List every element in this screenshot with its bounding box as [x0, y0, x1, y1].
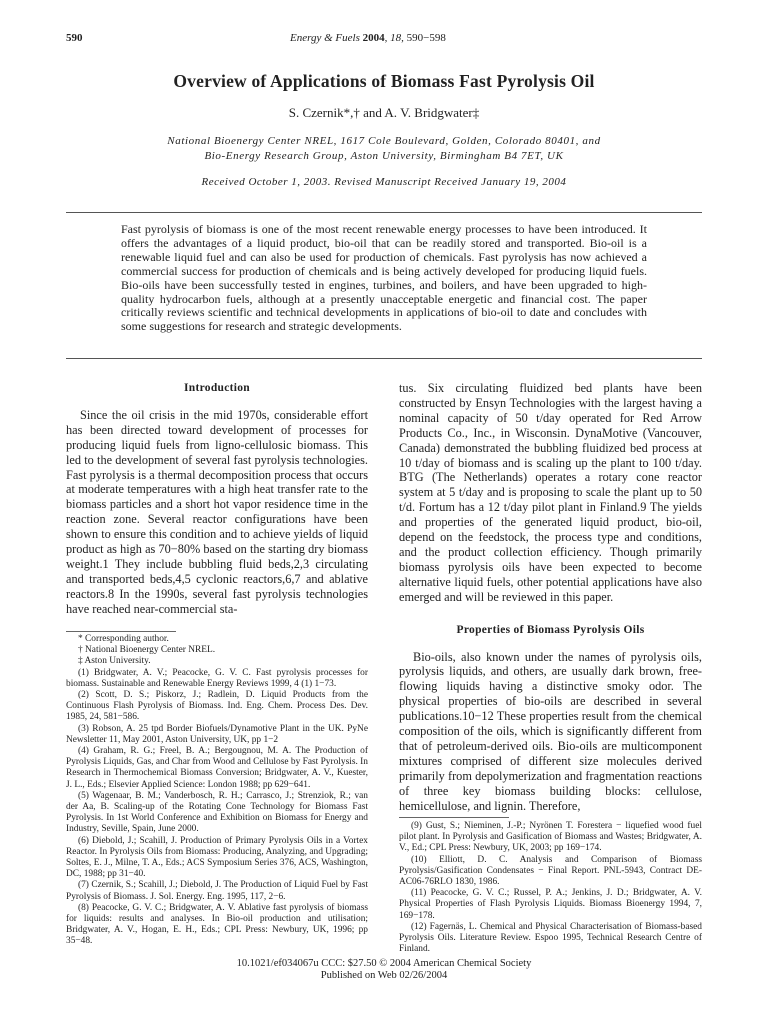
reference-7: (7) Czernik, S.; Scahill, J.; Diebold, J. The Production of Liquid Fuel by Fast Pyrolysis of Biomass. J. Sol. Energy. Eng. 1995, 117, 2−6. — [66, 880, 368, 902]
journal-citation: Energy & Fuels 2004, 18, 590−598 — [290, 32, 446, 44]
left-column — [66, 381, 368, 617]
reference-11: (11) Peacocke, G. V. C.; Russel, P. A.; Jenkins, J. D.; Bridgwater, A. V. Physical Properties of Flash Pyrolysis Liquids. Biomass Bioenergy 1994, 7, 169−178. — [399, 888, 702, 921]
affiliation-nrel: National Bioenergy Center NREL, 1617 Cole Boulevard, Golden, Colorado 80401, and — [167, 135, 601, 147]
reference-5: (5) Wagenaar, B. M.; Vanderbosch, R. H.; Carrasco, J.; Strenziok, R.; van der Aa, B. Scaling-up of the Rotating Cone Technology for Biomass Fast Pyrolysis. In 1st World Conference and Exhibition on Biomass for Energy and Industry, Seville, Spain, June 2000. — [66, 790, 368, 835]
affiliations — [100, 134, 668, 164]
reference-12: (12) Fagernäs, L. Chemical and Physical Characterisation of Biomass-based Pyrolysis Oils. Literature Review. Espoo 1995, Technical Research Centre of Finland. — [399, 921, 702, 955]
page-footer — [0, 958, 768, 982]
properties-paragraph: Bio-oils, also known under the names of pyrolysis oils, pyrolysis liquids, and others, are usually dark brown, free-flowing liquids having a distinctive smoky odor. The physical properties of bio-oils are described in several publications.10−12 These properties result from the chemical composition of the oils, which is significantly different from that of petroleum-derived oils. Bio-oils are multicomponent mixtures comprised of different size molecules derived primarily from depolymerization and fragmentation reactions of three key biomass building blocks: cellulose, hemicellulose, and lignin. Therefore, — [399, 649, 702, 813]
reference-8: (8) Peacocke, G. V. C.; Bridgwater, A. V. Ablative fast pyrolysis of biomass for liquids: results and analyses. In Bio-oil production and utilisation; Bridgwater, A. V., Hogan, E. H., Eds.; CPL Press: Newbury, UK, 1996; pp 35−48. — [66, 902, 368, 947]
journal-name: Energy & Fuels — [290, 32, 360, 44]
reference-1: (1) Bridgwater, A. V.; Peacocke, G. V. C. Fast pyrolysis processes for biomass. Sustainable and Renewable Energy Reviews 1999, 4 (1) 1−73. — [66, 667, 368, 689]
abstract-top-rule — [66, 212, 702, 213]
abstract-bottom-rule — [66, 358, 702, 359]
reference-4: (4) Graham, R. G.; Freel, B. A.; Bergougnou, M. A. The Production of Pyrolysis Liquids, Gas, and Char from Wood and Cellulose by Fast Pyrolysis. In Research in Thermochemical Biomass Conversion; Bridgwater, A. V., Kuester, J. L., Eds.; Elsevier Applied Science: London 1988; pp 629−641. — [66, 746, 368, 790]
right-column — [399, 381, 702, 813]
received-dates: Received October 1, 2003. Revised Manuscript Received January 19, 2004 — [201, 176, 567, 188]
section-heading-introduction: Introduction — [183, 382, 250, 394]
journal-year: 2004 — [362, 32, 385, 44]
continuation-paragraph: tus. Six circulating fluidized bed plants have been constructed by Ensyn Technologies with the largest having a nominal capacity of 50 t/day operated for Red Arrow Products Co., Inc., in Wisconsin. DynaMotive (Vancouver, Canada) demonstrated the bubbling fluidized bed process at 10 t/day of biomass and is scaling up the plant to 100 t/day. BTG (The Netherlands) operates a rotary cone reactor system at 5 t/day and is proposing to scale the plant up to 50 t/d. Fortum has a 12 t/day pilot plant in Finland.9 The yields and properties of the generated liquid product, bio-oil, depend on the feedstock, the process type and conditions, and the product collection efficiency. Though primarily biomass pyrolysis oils have been expected to become alternative liquid fuels, other potential applications have also emerged and will be reviewed in this paper. — [399, 381, 702, 604]
footnote-corresponding: * Corresponding author. — [78, 634, 169, 644]
footnote-rule-left — [66, 631, 176, 632]
right-footnotes — [399, 821, 702, 955]
section-heading-properties: Properties of Biomass Pyrolysis Oils — [456, 623, 645, 636]
journal-volume: 18 — [390, 32, 402, 44]
reference-6: (6) Diebold, J.; Scahill, J. Production of Primary Pyrolysis Oils in a Vortex Reactor. In Pyrolysis Oils from Biomass: Producing, Analyzing, and Upgrading; Soltes, E. J., Milne, T. A., Eds.; ACS Symposium Series 376, ACS, Washington, DC, 1988; pp 31−40. — [66, 835, 368, 880]
footnote-aston: ‡ Aston University. — [78, 656, 151, 667]
reference-3: (3) Robson, A. 25 tpd Border Biofuels/Dynamotive Plant in the UK. PyNe Newsletter 11, May 2001, Aston University, UK, pp 1−2 — [66, 723, 368, 745]
published-line: Published on Web 02/26/2004 — [320, 970, 448, 981]
reference-10: (10) Elliott, D. C. Analysis and Comparison of Biomass Pyrolysis/Gasification Condensates − Final Report. PNL-5943, Contract DE-AC06-76RLO 1830, 1986. — [399, 854, 702, 888]
journal-pages: 590−598 — [406, 32, 446, 44]
footnote-rule-right — [399, 817, 509, 818]
page-number: 590 — [66, 32, 83, 44]
doi-line: 10.1021/ef034067u CCC: $27.50 © 2004 American Chemical Society — [236, 958, 532, 969]
left-footnotes — [66, 634, 368, 948]
authors: S. Czernik*,† and A. V. Bridgwater‡ — [288, 105, 480, 120]
reference-2: (2) Scott, D. S.; Piskorz, J.; Radlein, D. Liquid Products from the Continuous Flash Pyrolysis of Biomass. Ind. Eng. Chem. Process Des. Dev. 1985, 24, 581−586. — [66, 690, 368, 723]
affiliation-aston: Bio-Energy Research Group, Aston University, Birmingham B4 7ET, UK — [204, 150, 564, 162]
footnote-nrel: † National Bioenergy Center NREL. — [78, 645, 216, 656]
paper-title: Overview of Applications of Biomass Fast Pyrolysis Oil — [173, 71, 595, 91]
reference-9: (9) Gust, S.; Nieminen, J.-P.; Nyrönen T. Forestera − liquefied wood fuel pilot plant. In Pyrolysis and Gasification of Biomass and Wastes; Bridgwater, A. V., Ed.; CPL Press: Newbury, UK, 2003; pp 169−174. — [399, 821, 702, 854]
abstract: Fast pyrolysis of biomass is one of the most recent renewable energy processes to have been introduced. It offers the advantages of a liquid product, bio-oil that can be readily stored and transported. Bio-oil is a renewable liquid fuel and can also be used for production of chemicals. Fast pyrolysis has now achieved a commercial success for production of chemicals and is being actively developed for producing liquid fuels. Bio-oils have been successfully tested in engines, turbines, and boilers, and have been upgraded to high-quality hydrocarbon fuels, although at a presently unacceptable energetic and financial cost. The paper critically reviews scientific and technical developments in applications of bio-oil to date and concludes with some suggestions for research and strategic developments. — [121, 222, 647, 334]
intro-paragraph: Since the oil crisis in the mid 1970s, considerable effort has been directed toward development of processes for producing liquid fuels from ligno-cellulosic biomass. This led to the development of several fast pyrolysis technologies. Fast pyrolysis is a thermal decomposition process that occurs at moderate temperatures with a high heat transfer rate to the biomass particles and a short hot vapor residence time in the reaction zone. Several reactor configurations have been shown to ensure this condition and to achieve yields of liquid product as high as 70−80% based on the starting dry biomass weight.1 They include bubbling fluid beds,2,3 circulating and transported beds,4,5 cyclonic reactors,6,7 and ablative reactors.8 In the 1990s, several fast pyrolysis technologies have reached near-commercial sta- — [66, 407, 368, 616]
